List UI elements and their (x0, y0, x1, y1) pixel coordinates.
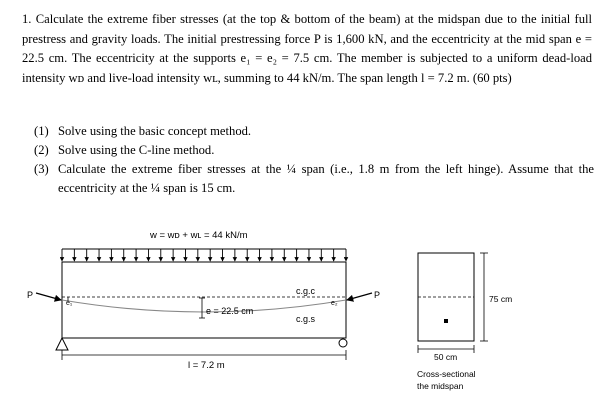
section-width-label: 50 cm (434, 352, 458, 362)
distributed-load (62, 249, 346, 261)
e2-label: e₂ (331, 300, 338, 307)
part-1 (34, 122, 594, 141)
section-caption-1: Cross-sectional (417, 369, 476, 379)
part-text: Solve using the basic concept method. (58, 124, 252, 138)
p-left-label: P (27, 290, 34, 300)
problem-body: Calculate the extreme fiber stresses (at the top & bottom of the beam) at the midspan due to the initial full prestress and gravity loads. The initial prestressing force P is 1,600 kN, and the eccentricity at the mid span e = 22.5 cm. The eccentricity at the supports e₁ = e₂ = 7.5 cm. The member is subjected to a uniform dead-load intensity wᴅ and live-load intensity wʟ, summing to 44 kN/m. The span length l = 7.2 m. (60 pts) (22, 12, 592, 85)
e-mid-label: e = 22.5 cm (206, 306, 254, 316)
part-text: Calculate the extreme fiber stresses at the ¼ span (i.e., 1.8 m from the left hinge). Assume that the eccentricity at the ¼ span is 15 cm. (58, 162, 594, 195)
p-right-label: P (374, 290, 381, 300)
tendon-dot (444, 319, 448, 323)
tendon-profile (62, 300, 346, 312)
part-3 (34, 160, 594, 198)
prestress-arrow-right (347, 293, 372, 300)
problem-statement (22, 10, 592, 88)
span-label: l = 7.2 m (188, 360, 225, 371)
e1-label: e₁ (66, 300, 73, 307)
part-label: (2) (34, 143, 49, 157)
prestress-arrow-left (36, 293, 61, 300)
cross-section (418, 253, 474, 341)
part-label: (3) (34, 162, 49, 176)
beam-outline (62, 262, 346, 338)
left-support (56, 338, 68, 350)
problem-number: 1. (22, 12, 32, 26)
right-support (339, 339, 347, 347)
load-label: w = wᴅ + wʟ = 44 kN/m (150, 230, 248, 241)
cgs-label: c.g.s (296, 314, 316, 324)
cgc-label: c.g.c (296, 286, 316, 296)
part-text: Solve using the C-line method. (58, 143, 215, 157)
part-label: (1) (34, 124, 49, 138)
section-caption-2: the midspan (417, 381, 464, 391)
part-2 (34, 141, 594, 160)
problem-text (22, 10, 592, 88)
problem-parts (34, 122, 594, 198)
section-height-label: 75 cm (489, 294, 513, 304)
